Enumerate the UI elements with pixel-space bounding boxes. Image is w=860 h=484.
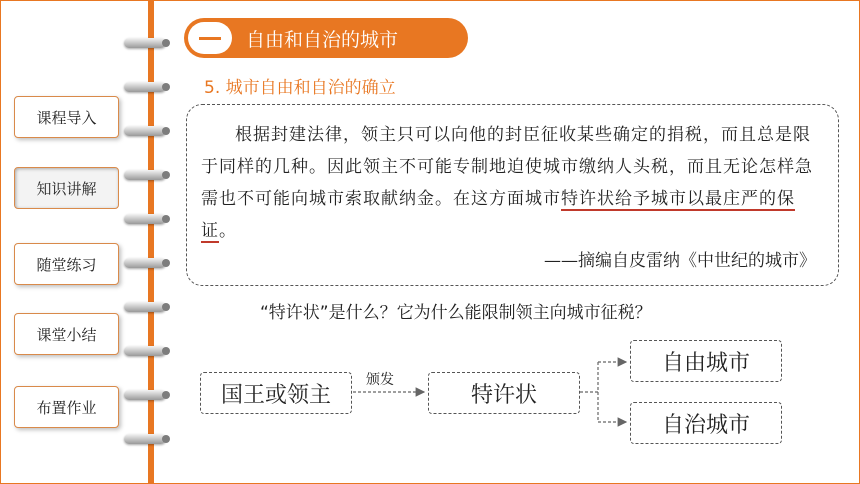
node-autonomous-city: 自治城市 [630, 402, 782, 444]
quote-text-body: 根据封建法律，领主只可以向他的封臣征收某些确定的捐税，而且总是限于同样的几种。因此领主不可能专制地迫使城市缴纳人头税，而且无论怎样急需也不可能向城市索取献纳金。在这方面城市 [201, 125, 813, 209]
edge-label-issue: 颁发 [366, 372, 394, 388]
nav-item-knowledge[interactable]: 知识讲解 [14, 167, 119, 209]
quote-source: ——摘编自皮雷纳《中世纪的城市》 [544, 251, 816, 271]
quote-text-end: 。 [219, 221, 237, 241]
node-free-city: 自由城市 [630, 340, 782, 382]
nav-item-summary[interactable]: 课堂小结 [14, 313, 119, 355]
nav-item-course-intro[interactable]: 课程导入 [14, 96, 119, 138]
node-charter: 特许状 [428, 372, 580, 414]
question-text: “特许状”是什么？它为什么能限制领主向城市征税？ [260, 303, 652, 323]
nav-item-homework[interactable]: 布置作业 [14, 386, 119, 428]
quote-highlight: 特许状给予城市以最庄严的保证 [201, 189, 795, 241]
section-title: 自由和自治的城市 [246, 28, 399, 51]
nav-item-practice[interactable]: 随堂练习 [14, 243, 119, 285]
node-king-or-lord: 国王或领主 [200, 372, 352, 414]
subtitle: 5. 城市自由和自治的确立 [204, 78, 396, 98]
